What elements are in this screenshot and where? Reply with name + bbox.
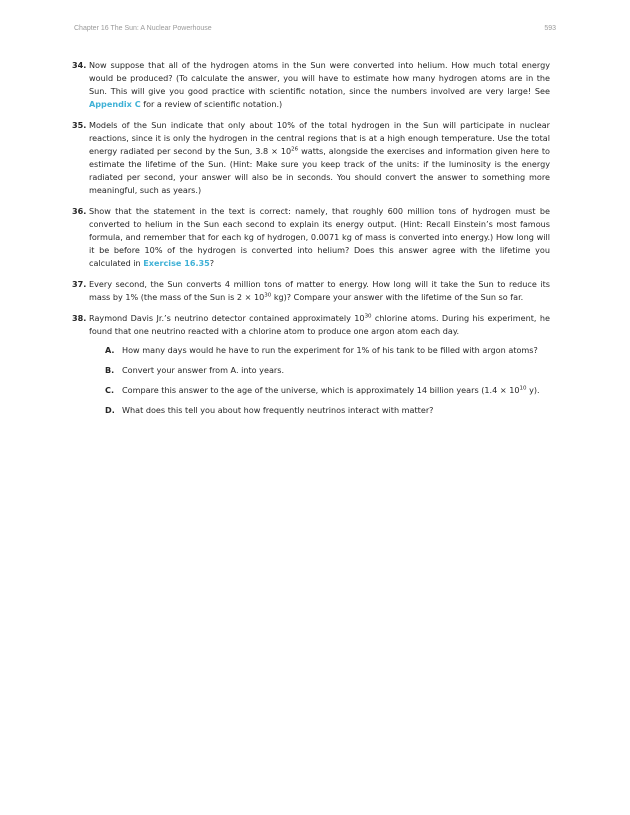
exercise-37 — [72, 278, 550, 304]
exercise-text-end: for a review of scientific notation.) — [140, 99, 283, 110]
sub-question-d — [105, 404, 550, 417]
exercise-number: 37. — [72, 278, 87, 289]
sub-question-b — [105, 364, 550, 377]
sub-question-letter: B. — [105, 364, 115, 375]
sub-question-letter: A. — [105, 344, 115, 355]
sub-question-list — [89, 344, 550, 417]
exponent: 26 — [291, 146, 299, 153]
sub-question-text: What does this tell you about how frequently neutrinos interact with matter? — [122, 405, 434, 416]
appendix-c-link[interactable]: Appendix C — [89, 99, 141, 110]
exercise-number: 35. — [72, 119, 87, 130]
exercise-text: Every second, the Sun converts 4 million tons of matter to energy. How long will it take the Sun to reduce its mass by 1% (the mass of the Sun is 2 × 10 — [89, 278, 550, 302]
exercise-list — [72, 59, 550, 425]
exercise-36 — [72, 205, 550, 270]
sub-question-letter: D. — [105, 405, 115, 416]
sub-question-text: How many days would he have to run the experiment for 1% of his tank to be filled with argon atoms? — [122, 344, 538, 355]
exponent: 30 — [264, 292, 272, 299]
page-number: 593 — [544, 25, 556, 32]
exercise-number: 36. — [72, 205, 87, 216]
exponent: 10 — [519, 385, 527, 392]
sub-question-a — [105, 344, 550, 357]
exercise-34 — [72, 59, 550, 111]
exercise-text-end: ? — [209, 258, 215, 269]
exercise-text-end: watts, alongside the exercises and information given here to estimate the lifetime of the Sun. (Hint: Make sure you keep track of the units: if the luminosity is the energy radiated per second, your answer will also be in seconds. You should convert the answer to something more meaningful, such as years.) — [89, 146, 550, 196]
exponent: 30 — [364, 313, 372, 320]
exercise-text: Show that the statement in the text is correct: namely, that roughly 600 million tons of hydrogen must be converted to helium in the Sun each second to explain its energy output. (Hint: Recall Einstein’s most famous formula, and remember that for each kg of hydrogen, 0.0071 kg of mass is converted into energy.) How long will it be before 10% of the hydrogen is converted into helium? Does this answer agree with the lifetime you calculated in — [89, 205, 550, 269]
sub-question-text: Convert your answer from A. into years. — [122, 364, 285, 375]
exercise-text-end: chlorine atoms. During his experiment, he found that one neutrino reacted with a chlorine atom to produce one argon atom each day. — [89, 312, 550, 336]
chapter-title: Chapter 16 The Sun: A Nuclear Powerhouse — [74, 25, 212, 32]
sub-question-letter: C. — [105, 384, 115, 395]
exercise-38 — [72, 312, 550, 418]
page-header — [74, 25, 556, 37]
exercise-35 — [72, 119, 550, 198]
exercise-text: Raymond Davis Jr.’s neutrino detector contained approximately 10 — [89, 312, 365, 323]
exercise-16-35-link[interactable]: Exercise 16.35 — [143, 258, 210, 269]
exercise-text-end: kg)? Compare your answer with the lifetime of the Sun so far. — [271, 292, 524, 302]
exercise-text: Now suppose that all of the hydrogen atoms in the Sun were converted into helium. How much total energy would be produced? (To calculate the answer, you will have to estimate how many hydrogen atoms are in the Sun. This will give you good practice with scientific notation, since the numbers involved are very large! See — [89, 60, 550, 97]
exercise-text: Models of the Sun indicate that only about 10% of the total hydrogen in the Sun will participate in nuclear reactions, since it is only the hydrogen in the central regions that is at a high enough temperature. Use the total energy radiated per second by the Sun, 3.8 × 10 — [89, 119, 550, 157]
sub-question-text: Compare this answer to the age of the universe, which is approximately 14 billion years (1.4 × 10 — [122, 384, 520, 395]
sub-question-c — [105, 384, 550, 397]
exercise-number: 34. — [72, 60, 87, 70]
exercise-number: 38. — [72, 312, 87, 323]
sub-question-text-end: y). — [526, 384, 540, 395]
